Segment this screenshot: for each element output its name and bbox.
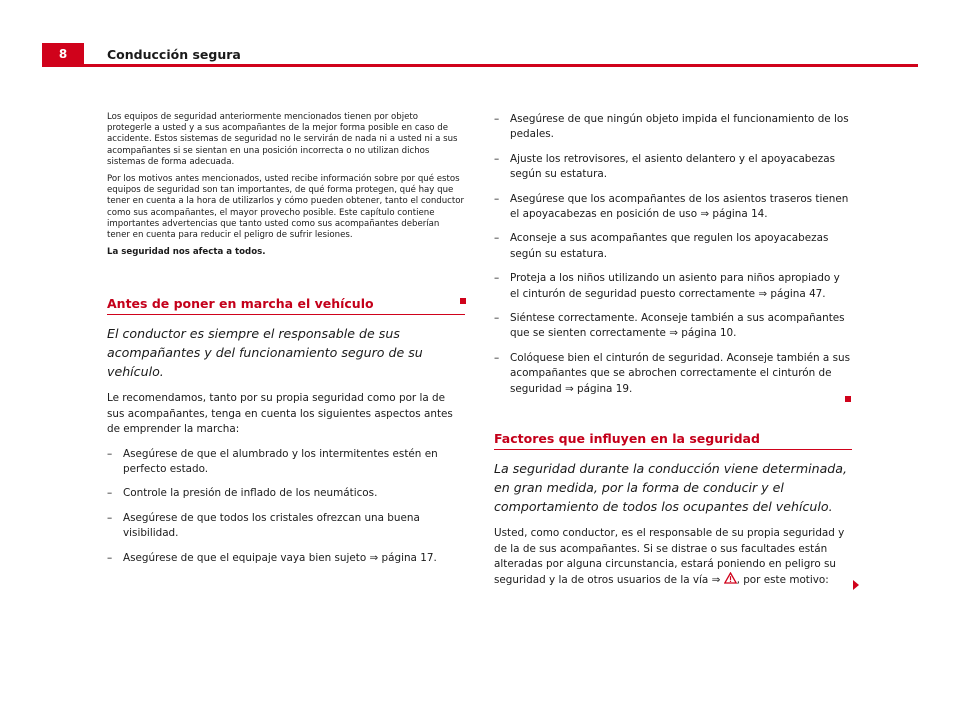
section-body-before-driving: Le recomendamos, tanto por su propia seguridad como por la de sus acompañantes, tenga en cuenta los siguientes aspectos antes de emprender la marcha: [107, 392, 453, 436]
list-item-text: Asegúrese de que el equipaje vaya bien sujeto ⇒ página 17. [123, 551, 437, 564]
dash-marker: – [107, 487, 113, 500]
dash-marker: – [107, 511, 113, 524]
list-item [494, 311, 852, 342]
page-header-title: Conducción segura [107, 47, 241, 62]
dash-marker: – [494, 312, 500, 325]
list-item-text: Asegúrese de que todos los cristales ofrezcan una buena visibilidad. [123, 511, 420, 540]
section-heading-safety-factors: Factores que influyen en la seguridad [494, 431, 852, 450]
header-rule [42, 64, 918, 67]
list-item [107, 447, 465, 478]
intro-paragraph-3: La seguridad nos afecta a todos. [107, 247, 266, 258]
spacer [494, 397, 852, 431]
body-text-after-icon: , por este motivo: [736, 574, 829, 587]
checklist-left [107, 447, 465, 566]
dash-marker: – [494, 152, 500, 165]
list-item [107, 551, 465, 566]
dash-marker: – [107, 551, 113, 564]
section-intro-safety-factors: La seguridad durante la conducción viene determinada, en gran medida, por la forma de conducir y el comportamiento de todos los ocupantes del vehículo. [494, 461, 848, 515]
page-number: 8 [58, 47, 68, 61]
list-item [494, 351, 852, 397]
end-square-icon [460, 298, 466, 304]
list-item-text: Controle la presión de inflado de los neumáticos. [123, 487, 378, 500]
list-item [494, 112, 852, 143]
checklist-right [494, 112, 852, 397]
list-item [494, 192, 852, 223]
dash-marker: – [107, 447, 113, 460]
list-item-text: Aconseje a sus acompañantes que regulen los apoyacabezas según su estatura. [510, 232, 829, 260]
list-item-text: Siéntese correctamente. Aconseje también a sus acompañantes que se sienten correctamente ⇒ página 10. [510, 312, 845, 340]
end-square-icon [845, 396, 851, 402]
intro-paragraph-2: Por los motivos antes mencionados, usted recibe información sobre por qué estos equipos de seguridad son tan importantes, de qué forma protegen, qué hay que tener en cuenta a la hora de utilizarlos y cómo pueden obtener, tanto el conductor como sus acompañantes, el mayor provecho posible. Este capítulo contiene importantes advertencias que tanto usted como sus acompañantes deberían tener en cuenta para reducir el peligro de sufrir lesiones. [107, 174, 465, 241]
right-column [494, 112, 852, 589]
section-heading-before-driving: Antes de poner en marcha el vehículo [107, 296, 465, 315]
list-item-text: Colóquese bien el cinturón de seguridad. Aconseje también a sus acompañantes que se abrochen correctamente el cinturón de seguridad ⇒ página 19. [510, 351, 850, 395]
list-item [107, 486, 465, 501]
left-column [107, 112, 465, 566]
continue-arrow-icon [853, 580, 859, 590]
list-item-text: Proteja a los niños utilizando un asiento para niños apropiado y el cinturón de seguridad puesto correctamente ⇒ página 47. [510, 272, 840, 300]
list-item [494, 231, 852, 262]
dash-marker: – [494, 192, 500, 205]
dash-marker: – [494, 113, 500, 125]
dash-marker: – [494, 272, 500, 285]
dash-marker: – [494, 351, 500, 364]
list-item [494, 152, 852, 183]
page-number-badge [42, 43, 84, 65]
spacer [107, 258, 465, 296]
list-item-text: Asegúrese de que el alumbrado y los intermitentes estén en perfecto estado. [123, 447, 438, 476]
intro-paragraph-1: Los equipos de seguridad anteriormente mencionados tienen por objeto protegerle a usted y a sus acompañantes de la mejor forma posible en caso de accidente. Estos sistemas de seguridad no le servirán de nada ni a usted ni a sus acompañantes si se sientan en una posición incorrecta o no utilizan dichos sistemas de forma adecuada. [107, 112, 458, 167]
list-item-text: Asegúrese de que ningún objeto impida el funcionamiento de los pedales. [510, 113, 849, 141]
list-item-text: Asegúrese que los acompañantes de los asientos traseros tienen el apoyacabezas en posición de uso ⇒ página 14. [510, 192, 849, 221]
dash-marker: – [494, 232, 500, 245]
section-intro-before-driving: El conductor es siempre el responsable de sus acompañantes y del funcionamiento seguro de su vehículo. [107, 326, 423, 380]
section-body-safety-factors [494, 526, 852, 589]
list-item-text: Ajuste los retrovisores, el asiento delantero y el apoyacabezas según su estatura. [510, 152, 836, 181]
warning-triangle-icon[interactable] [724, 572, 737, 584]
list-item [107, 511, 465, 542]
list-item [494, 271, 852, 302]
body-text-before-icon: Usted, como conductor, es el responsable de su propia seguridad y de la de sus acompañantes. Si se distrae o sus facultades están alteradas por alguna circunstancia, estará poniendo en peligro su seguridad y la de otros usuarios de la vía ⇒ [494, 527, 845, 587]
